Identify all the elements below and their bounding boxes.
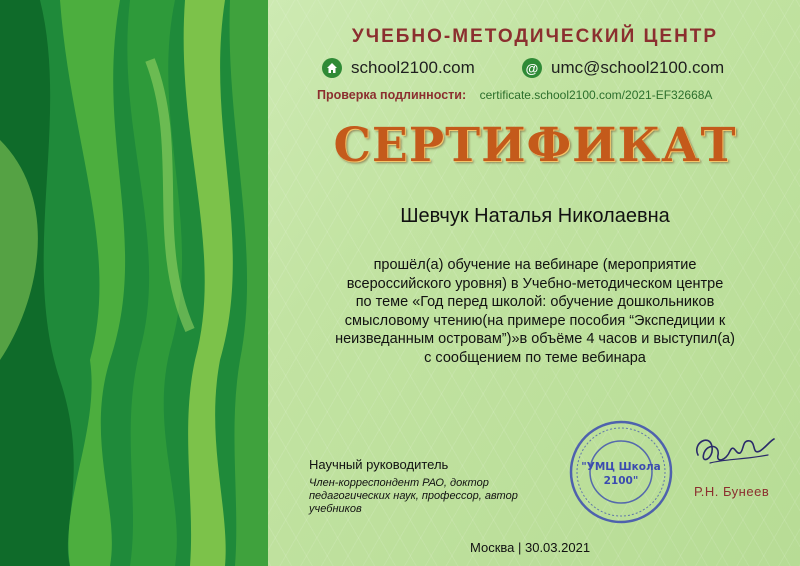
organization-stamp xyxy=(567,418,675,526)
website-contact[interactable] xyxy=(322,58,475,78)
signer-name: Р.Н. Бунеев xyxy=(694,484,770,499)
verification-label: Проверка подлинности: xyxy=(317,88,467,102)
email-contact[interactable] xyxy=(522,58,724,78)
certificate-heading: СЕРТИФИКАТ xyxy=(333,118,737,173)
body-line: по теме «Год перед школой: обучение дошкольников xyxy=(355,294,715,310)
supervisor-description: Член-корреспондент РАО, доктор педагогических наук, профессор, автор учебников xyxy=(309,477,518,515)
signature xyxy=(680,425,780,475)
body-line: неизведанным островам”)»в объёме 4 часов и выступил(а) xyxy=(335,331,735,347)
supervisor-title: Научный руководитель xyxy=(309,457,449,472)
place-and-date: Москва | 30.03.2021 xyxy=(470,540,591,555)
verification-link[interactable]: certificate.school2100.com/2021-EF32668A xyxy=(479,88,713,102)
body-line: всероссийского уровня) в Учебно-методическом центре xyxy=(346,275,724,292)
stamp-text: "УМЦ Школа xyxy=(581,461,661,473)
verification-row xyxy=(317,88,712,102)
email-link[interactable]: umc@school2100.com xyxy=(551,58,725,77)
certificate-body xyxy=(300,256,770,367)
organization-title: УЧЕБНО-МЕТОДИЧЕСКИЙ ЦЕНТР xyxy=(351,26,719,47)
decorative-wave-panel xyxy=(0,0,268,566)
website-link[interactable]: school2100.com xyxy=(351,58,475,77)
at-icon: @ xyxy=(522,58,542,78)
home-icon xyxy=(322,58,342,78)
stamp-text: 2100" xyxy=(603,475,639,487)
body-line: смысловому чтению(на примере пособия “Экспедиции к xyxy=(344,312,726,329)
body-line: с сообщением по теме вебинара xyxy=(424,349,646,366)
body-line: прошёл(а) обучение на вебинаре (мероприятие xyxy=(373,257,697,273)
recipient-name: Шевчук Наталья Николаевна xyxy=(400,205,670,227)
